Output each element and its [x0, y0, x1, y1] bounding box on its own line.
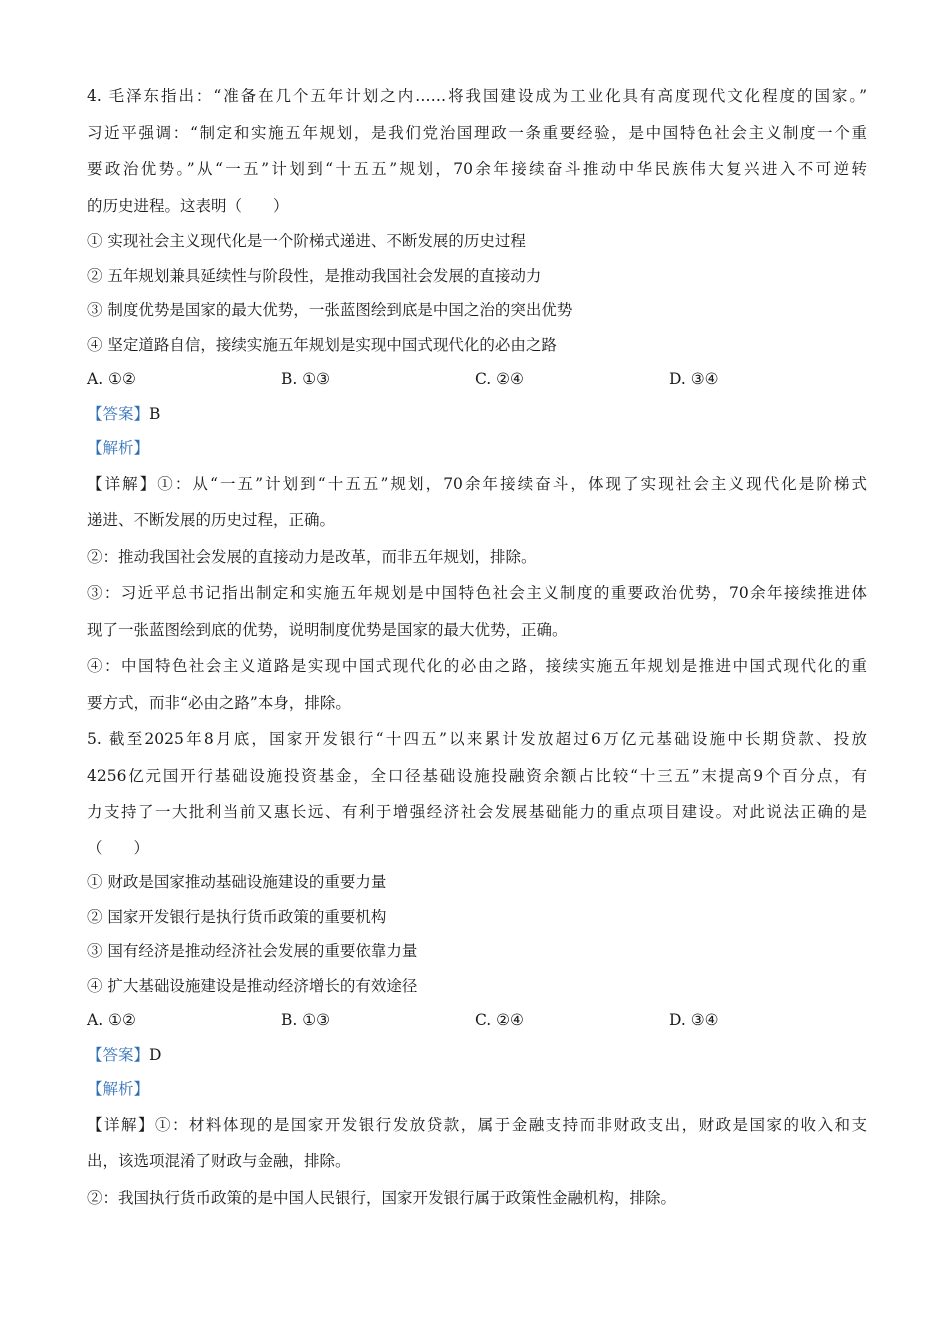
analysis-tag: 【解析】	[87, 1080, 150, 1098]
detail-text: ①：材料体现的是国家开发银行发放贷款，属于金融支持而非财政支出，财政是国家的收入和支	[154, 1115, 867, 1134]
option-d: D. ③④	[669, 370, 719, 388]
option-a: A. ①②	[87, 370, 136, 388]
question-4-item: ② 五年规划兼具延续性与阶段性，是推动我国社会发展的直接动力	[87, 266, 542, 285]
answer-tag: 【答案】	[87, 404, 150, 423]
question-4-stem-line: 习近平强调：“制定和实施五年规划，是我们党治国理政一条重要经验，是中国特色社会主义制度一个重	[87, 123, 867, 142]
question-4-item: ③ 制度优势是国家的最大优势，一张蓝图绘到底是中国之治的突出优势	[87, 301, 573, 319]
question-4-stem-line: 的历史进程。这表明（ ）	[87, 196, 289, 215]
question-4-stem-line: 4. 毛泽东指出：“准备在几个五年计划之内……将我国建设成为工业化具有高度现代文化程度的国家。”	[87, 87, 867, 105]
question-5-stem-line: 4256亿元国开行基础设施投资基金，全口径基础设施投融资余额占比较“十三五”末提高9个百分点，有	[87, 766, 867, 785]
question-4-options	[87, 362, 867, 397]
question-4-detail-line: ③：习近平总书记指出制定和实施五年规划是中国特色社会主义制度的重要政治优势，70余年接续推进体	[87, 584, 867, 602]
question-5-item: ② 国家开发银行是执行货币政策的重要机构	[87, 907, 387, 926]
question-5-stem-line: 力支持了一大批利当前又惠长远、有利于增强经济社会发展基础能力的重点项目建设。对此说法正确的是	[87, 803, 867, 821]
option-b: B. ①③	[281, 1011, 331, 1029]
detail-tag: 【详解】	[87, 1115, 155, 1134]
question-5-item: ④ 扩大基础设施建设是推动经济增长的有效途径	[87, 976, 418, 995]
question-5-stem-line: 5. 截至2025年8月底，国家开发银行“十四五”以来累计发放超过6万亿元基础设施中长期贷款、投放	[87, 730, 867, 748]
answer-value: D	[149, 1045, 162, 1064]
question-4-detail-line: ④：中国特色社会主义道路是实现中国式现代化的必由之路，接续实施五年规划是推进中国式现代化的重	[87, 657, 867, 675]
question-4-answer	[87, 397, 867, 432]
answer-value: B	[149, 404, 161, 423]
question-4-detail-line	[87, 466, 867, 503]
question-5-answer	[87, 1038, 867, 1073]
question-5-options	[87, 1003, 867, 1038]
option-c: C. ②④	[475, 1011, 524, 1029]
question-4-analysis	[87, 431, 867, 466]
question-5-detail-line	[87, 1107, 867, 1144]
question-4-detail-line: ②：推动我国社会发展的直接动力是改革，而非五年规划，排除。	[87, 547, 537, 566]
option-d: D. ③④	[669, 1011, 719, 1029]
option-a: A. ①②	[87, 1011, 136, 1029]
question-4-detail-line: 现了一张蓝图绘到底的优势，说明制度优势是国家的最大优势，正确。	[87, 620, 568, 639]
detail-text: ①：从“一五”计划到“十五五”规划，70余年接续奋斗，体现了实现社会主义现代化是阶梯式	[157, 474, 867, 493]
answer-tag: 【答案】	[87, 1045, 150, 1064]
document-content	[87, 78, 867, 1216]
option-c: C. ②④	[475, 370, 524, 388]
question-5-detail-line: 出，该选项混淆了财政与金融，排除。	[87, 1152, 351, 1170]
question-4-detail-line: 要方式，而非“必由之路”本身，排除。	[87, 693, 351, 712]
question-5-item: ① 财政是国家推动基础设施建设的重要力量	[87, 873, 387, 891]
question-5-stem-line: （ ）	[87, 838, 150, 857]
question-5-analysis	[87, 1072, 867, 1107]
question-4-item: ④ 坚定道路自信，接续实施五年规划是实现中国式现代化的必由之路	[87, 335, 557, 354]
question-5	[87, 721, 867, 1216]
analysis-tag: 【解析】	[87, 439, 150, 457]
question-4-stem-line: 要政治优势。”从“一五”计划到“十五五”规划，70余年接续奋斗推动中华民族伟大复兴进入不可逆转	[87, 160, 867, 178]
question-4-item: ① 实现社会主义现代化是一个阶梯式递进、不断发展的历史过程	[87, 232, 526, 250]
question-4-detail-line: 递进、不断发展的历史过程，正确。	[87, 511, 336, 529]
question-5-item: ③ 国有经济是推动经济社会发展的重要依靠力量	[87, 942, 418, 960]
detail-tag: 【详解】	[87, 474, 158, 493]
question-5-detail-line: ②：我国执行货币政策的是中国人民银行，国家开发银行属于政策性金融机构，排除。	[87, 1188, 677, 1207]
question-4	[87, 78, 867, 721]
option-b: B. ①③	[281, 370, 331, 388]
